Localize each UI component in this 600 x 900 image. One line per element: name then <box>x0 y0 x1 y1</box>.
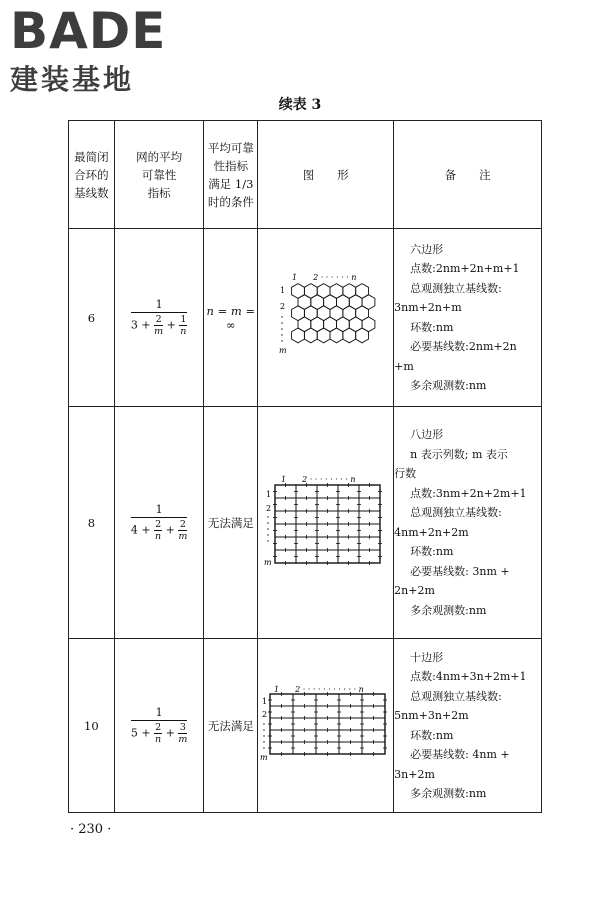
term-den: n <box>155 531 162 542</box>
table-row <box>69 407 542 639</box>
denominator: 3 + $\frac{2}{m}$ + $\frac{1}{n}$ <box>130 314 187 337</box>
header-text: 满足 1/3 <box>208 176 254 191</box>
dot-mark <box>281 340 282 341</box>
note-line: 点数:2nm+2n+m+1 <box>410 262 520 275</box>
hexagon-cell <box>291 328 304 343</box>
figure-left-label: 2 <box>261 710 267 719</box>
header-text: 指标 <box>147 185 171 200</box>
term-num: 2 <box>155 314 162 325</box>
header-figure: 图 形 <box>258 121 394 229</box>
denominator: 5 + $\frac{2}{n}$ + $\frac{3}{m}$ <box>130 722 188 745</box>
hexagon-cell <box>343 328 356 343</box>
dot-mark <box>281 316 282 317</box>
hexagon-grid <box>281 284 375 343</box>
term-fraction <box>154 722 162 745</box>
dot-mark <box>263 741 264 742</box>
grid-border <box>270 694 385 754</box>
note-line: 总观测独立基线数: <box>410 281 502 295</box>
note-line: +m <box>394 359 414 373</box>
figure-top-label: 1 2 · · · · · · n <box>291 273 357 282</box>
numerator: 1 <box>131 503 188 518</box>
note-line: 点数:3nm+2n+2m+1 <box>410 486 527 500</box>
term-num: 2 <box>155 722 162 733</box>
note-line: 环数:nm <box>410 728 454 742</box>
term-num: 1 <box>180 314 187 325</box>
note-line: 十边形 <box>410 650 444 664</box>
hexagon-cell <box>355 328 368 343</box>
condition-text: 无法满足 <box>207 515 254 530</box>
note-line: 必要基线数: 3nm + <box>410 564 510 578</box>
note-line: 多余观测数:nm <box>410 787 487 800</box>
table-row <box>69 229 542 407</box>
condition-cell <box>204 639 258 813</box>
hexagon-cell <box>330 328 343 343</box>
dot-mark <box>267 534 268 535</box>
term-den: n <box>155 734 162 745</box>
note-line: 行数 <box>394 467 417 480</box>
dot-mark <box>267 528 268 529</box>
dot-mark <box>281 334 282 335</box>
baseline-count: 10 <box>69 639 115 813</box>
dot-mark <box>263 735 264 736</box>
header-notes: 备 注 <box>394 121 542 229</box>
header-text: 性指标 <box>213 158 249 173</box>
denominator-prefix: 3 + <box>130 318 151 332</box>
figure-left-label: m <box>263 558 272 567</box>
dot-mark <box>267 522 268 523</box>
denominator: 4 + $\frac{2}{n}$ + $\frac{2}{m}$ <box>130 519 188 542</box>
decagon-grid <box>263 692 387 756</box>
note-line: n 表示列数; m 表示 <box>410 447 508 461</box>
denominator-prefix: 4 + <box>130 523 151 537</box>
term-num: 3 <box>179 722 186 733</box>
term-den: m <box>178 734 188 745</box>
note-line: 2n+2m <box>394 584 435 597</box>
fraction <box>131 706 188 745</box>
note-line: 点数:4nm+3n+2m+1 <box>410 670 527 683</box>
logo <box>10 2 180 98</box>
condition-text: ∞ <box>226 317 236 332</box>
term-fraction <box>178 519 187 542</box>
note-line: 必要基线数: 4nm + <box>410 748 510 761</box>
denominator-prefix: 5 + <box>130 726 151 740</box>
figure-top-label: 1 2 · · · · · · · · · · · n <box>273 685 364 694</box>
figure-left-label: 1 <box>265 490 271 499</box>
note-line: 多余观测数:nm <box>410 603 487 617</box>
notes-cell <box>394 229 542 407</box>
term-fraction <box>178 722 187 745</box>
figure-cell <box>258 407 394 639</box>
reliability-formula <box>114 639 204 813</box>
note-line: 多余观测数:nm <box>410 379 487 392</box>
note-line: 4nm+2n+2m <box>394 525 469 539</box>
numerator: 1 <box>131 706 188 721</box>
note-line: 5nm+3n+2m <box>394 709 469 722</box>
figure-top-label: 1 2 · · · · · · · · n <box>280 475 356 484</box>
reliability-formula <box>114 407 204 639</box>
numerator: 1 <box>131 298 188 313</box>
fraction <box>131 298 188 337</box>
logo-sub-text: 建装基地 <box>10 63 135 96</box>
note-line: 3n+2m <box>394 767 435 781</box>
condition-text: 无法满足 <box>207 718 254 733</box>
condition-cell <box>204 229 258 407</box>
logo-main-text: BADE <box>10 2 167 60</box>
term-num: 2 <box>179 519 186 530</box>
page-number: · 230 · <box>70 822 112 837</box>
note-line: 环数:nm <box>410 545 454 558</box>
term-fraction <box>154 314 163 337</box>
term-den: n <box>180 326 187 337</box>
dot-mark <box>281 322 282 323</box>
dot-mark <box>263 747 264 748</box>
header-text: 最简闭 <box>74 149 109 164</box>
note-line: 环数:nm <box>410 320 454 334</box>
term-den: m <box>178 531 188 542</box>
figure-left-label: 1 <box>279 286 285 295</box>
header-reliability <box>114 121 204 229</box>
dot-mark <box>267 516 268 517</box>
table-caption: 续表 3 <box>278 97 322 113</box>
reliability-formula <box>114 229 204 407</box>
figure-left-label: m <box>278 346 287 355</box>
figure-left-label: 2 <box>265 504 271 513</box>
dot-mark <box>263 729 264 730</box>
figure-left-label: 2 <box>279 302 285 311</box>
table-row <box>69 639 542 813</box>
hexagon-cell <box>317 328 330 343</box>
hexagon-network-figure <box>266 271 386 361</box>
dot-mark <box>281 328 282 329</box>
condition-cell <box>204 407 258 639</box>
term-num: 2 <box>155 519 162 530</box>
decagon-network-figure <box>260 684 392 764</box>
notes-cell <box>394 407 542 639</box>
fraction <box>131 503 188 542</box>
header-text: 基线数 <box>74 185 109 200</box>
baseline-table <box>68 120 542 813</box>
note-line: 六边形 <box>410 242 444 256</box>
header-text: 平均可靠 <box>207 140 254 155</box>
hexagon-cell <box>304 328 317 343</box>
term-fraction <box>179 314 187 337</box>
header-baselines <box>69 121 115 229</box>
note-line: 必要基线数:2nm+2n <box>410 340 517 353</box>
octagon-grid <box>267 483 382 565</box>
dot-mark <box>263 723 264 724</box>
term-fraction <box>154 519 162 542</box>
figure-left-label: 1 <box>261 697 267 706</box>
dot-mark <box>267 540 268 541</box>
header-condition <box>204 121 258 229</box>
note-line: 八边形 <box>410 428 444 441</box>
octagon-network-figure <box>263 473 389 569</box>
term-den: m <box>154 326 164 337</box>
header-text: 时的条件 <box>207 194 254 209</box>
baseline-count: 6 <box>69 229 115 407</box>
notes-cell <box>394 639 542 813</box>
header-row <box>69 121 542 229</box>
condition-text: n = m = <box>206 303 256 318</box>
header-text: 网的平均 <box>136 149 183 164</box>
note-line: 总观测独立基线数: <box>410 689 502 703</box>
header-text: 可靠性 <box>141 167 177 182</box>
figure-cell <box>258 639 394 813</box>
figure-cell <box>258 229 394 407</box>
note-line: 总观测独立基线数: <box>410 506 502 519</box>
figure-left-label: m <box>259 753 268 762</box>
header-text: 合环的 <box>74 167 109 182</box>
note-line: 3nm+2n+m <box>394 301 462 314</box>
baseline-count: 8 <box>69 407 115 639</box>
